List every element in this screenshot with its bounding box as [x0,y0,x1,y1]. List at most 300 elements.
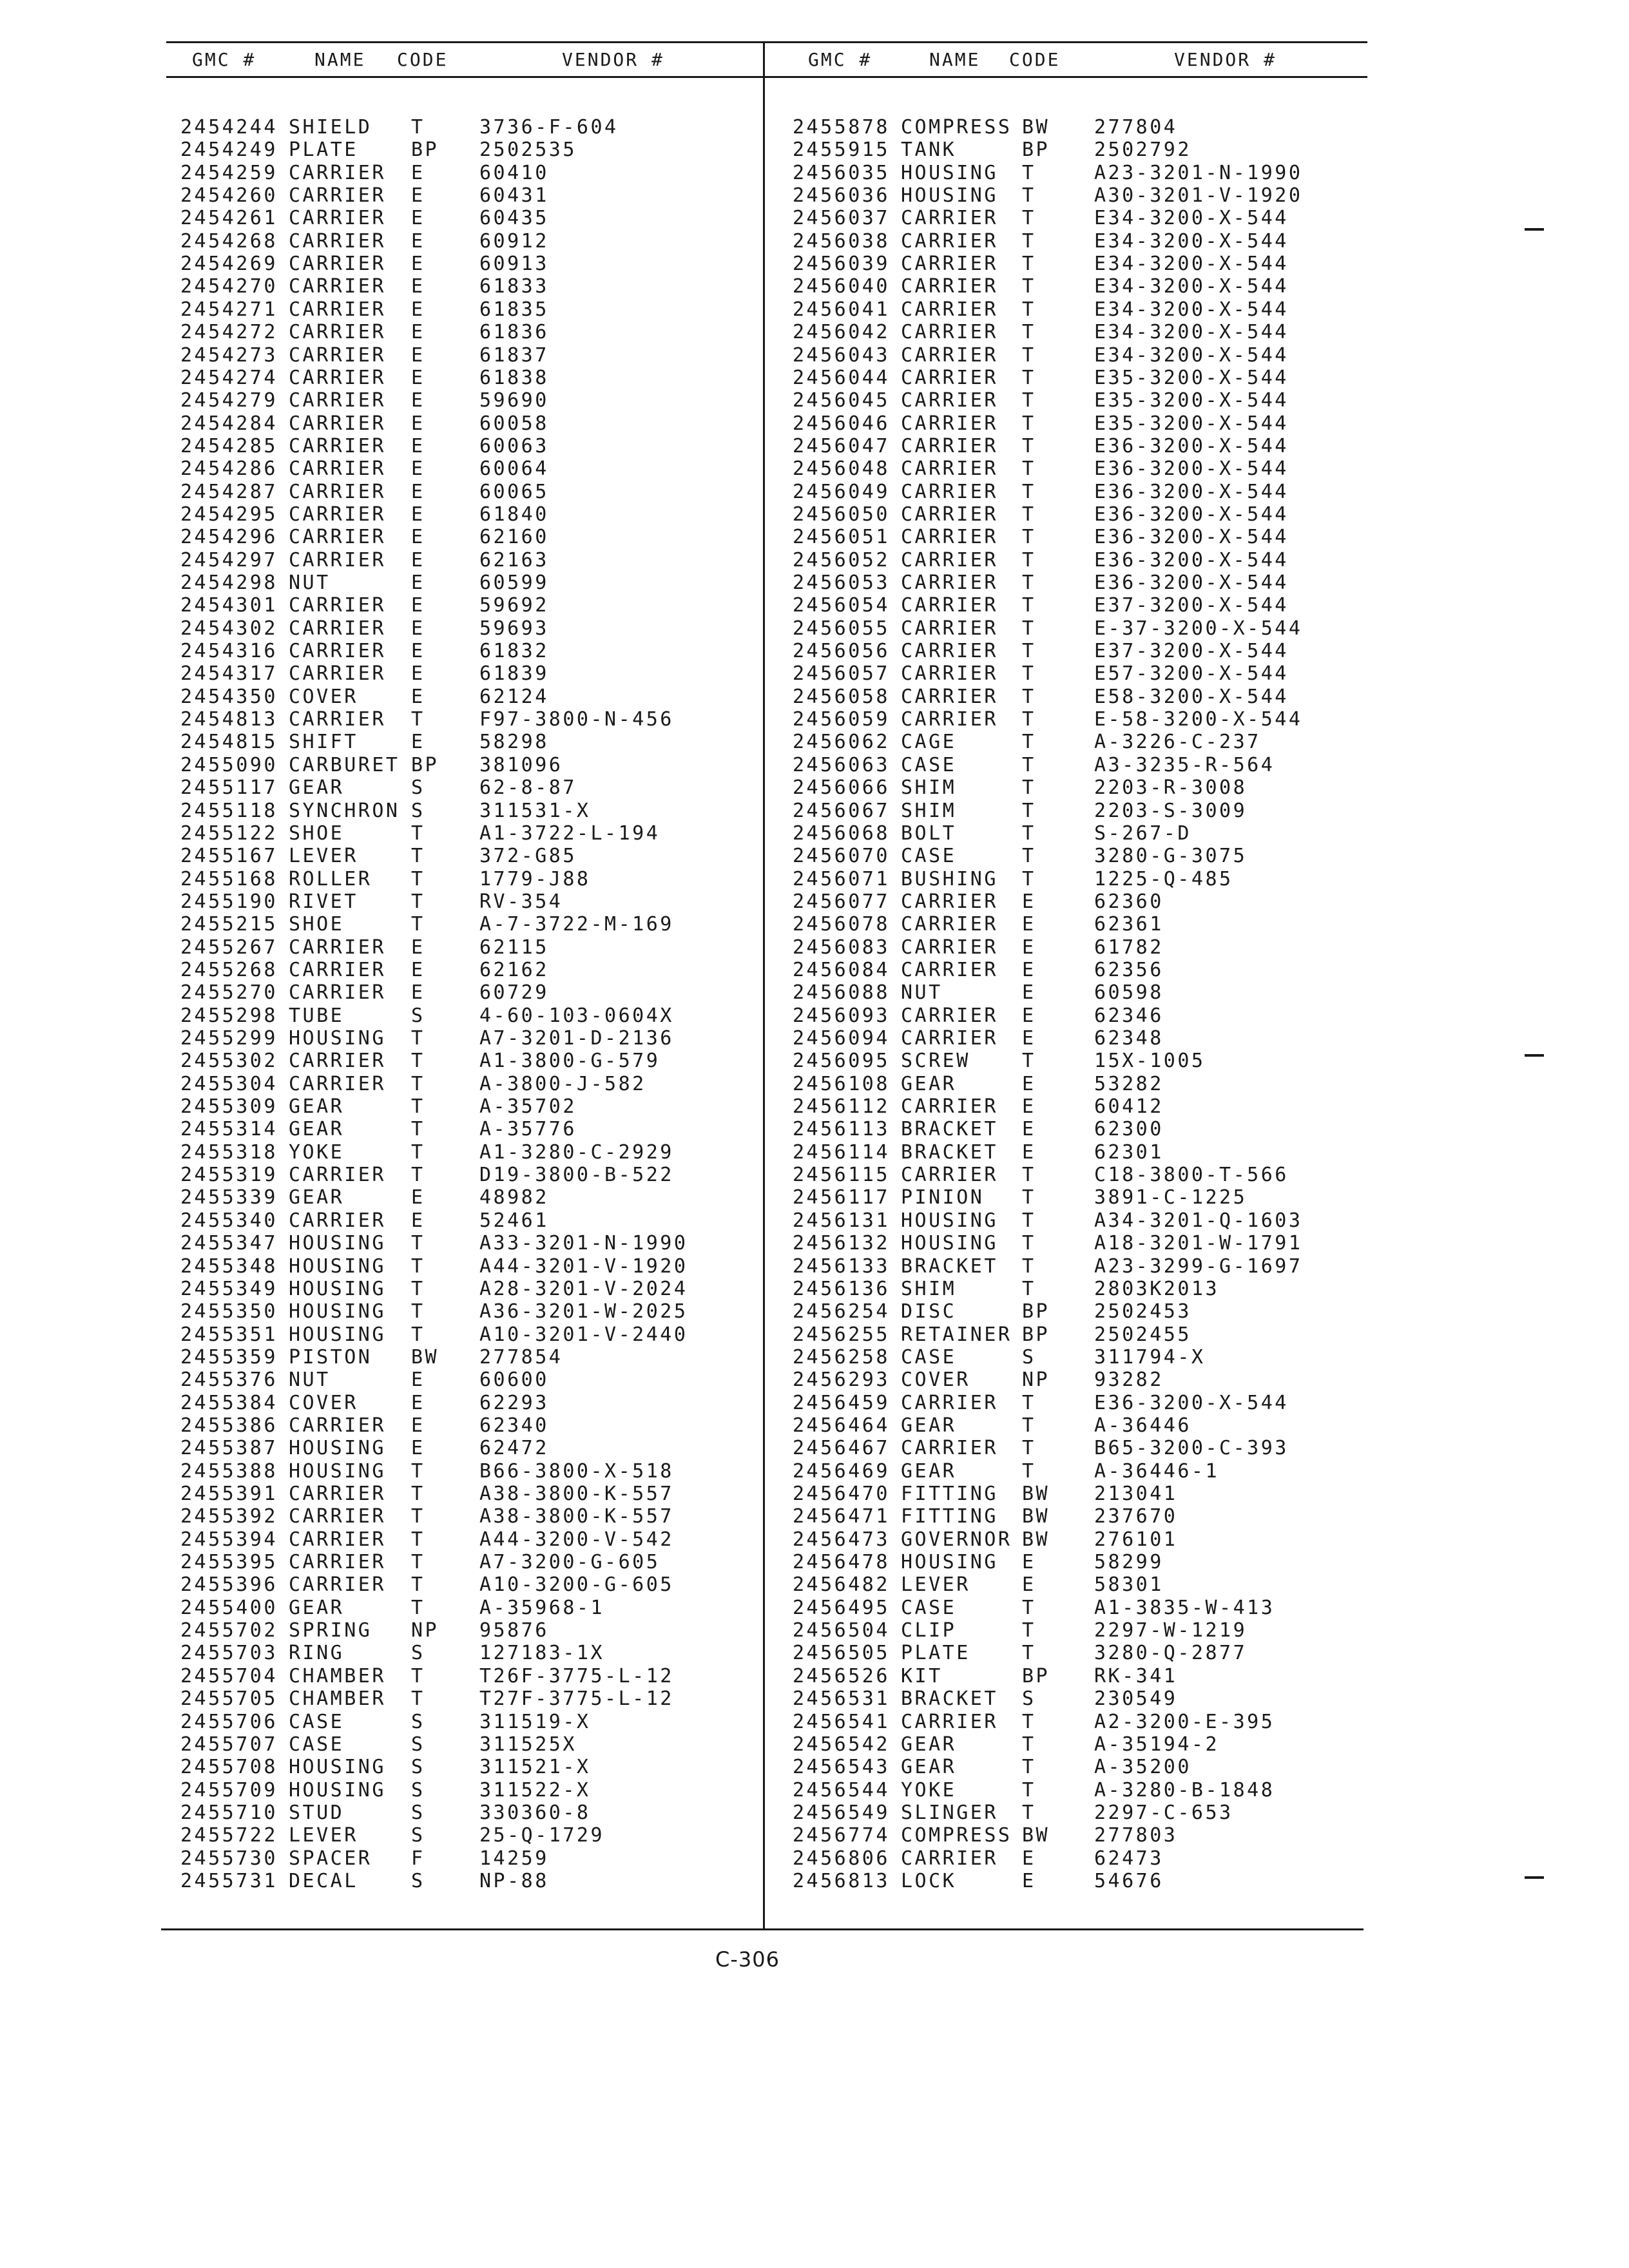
vendor-number: 62473 [1094,1847,1164,1870]
vendor-number: A-35194-2 [1094,1733,1220,1756]
part-code: E [411,1414,425,1437]
part-name: CARRIER [289,298,386,321]
part-code: T [411,1072,425,1095]
part-name: BRACKET [901,1687,998,1711]
part-row [180,1392,799,1414]
part-name: CARRIER [901,594,998,617]
part-row [793,1711,1411,1733]
part-row [793,936,1411,959]
part-code: BP [1022,1664,1050,1687]
vendor-number: 61839 [479,662,549,686]
vendor-number: A44-3201-V-1920 [479,1254,688,1278]
part-row [180,1186,799,1209]
part-name: NUT [289,572,331,594]
gmc-number: 2455708 [180,1756,278,1779]
part-row [180,230,799,253]
vendor-number: 62356 [1094,958,1164,981]
vendor-number: F97-3800-N-456 [479,708,674,731]
vendor-number: 1225-Q-485 [1094,867,1233,890]
vendor-number: E-37-3200-X-544 [1094,617,1303,640]
gmc-number: 2454297 [180,548,278,572]
part-code: E [1022,1004,1036,1027]
margin-tick-mark [1525,1876,1544,1879]
part-code: E [411,503,425,526]
vendor-number: 60058 [479,412,549,435]
part-row [180,1597,799,1619]
part-name: CARRIER [289,161,386,184]
part-row [180,1004,799,1027]
gmc-number: 2455376 [180,1369,278,1392]
part-name: CARRIER [901,298,998,321]
part-row [180,1346,799,1369]
top-rule [166,41,1367,43]
part-name: CARRIER [289,1528,386,1551]
gmc-number: 2454274 [180,366,278,389]
vendor-number: 3891-C-1225 [1094,1186,1248,1209]
part-row [793,981,1411,1004]
gmc-number: 2456469 [793,1459,890,1483]
gmc-number: 2456544 [793,1778,890,1802]
part-code: E [411,1391,425,1414]
gmc-number: 2455309 [180,1095,278,1119]
page-number: C-306 [715,1947,780,1972]
part-code: T [1022,366,1036,389]
gmc-number: 2456531 [793,1687,890,1711]
part-name: NUT [289,1369,331,1392]
vendor-number: C18-3800-T-566 [1094,1164,1289,1187]
part-name: HOUSING [289,1459,386,1483]
gmc-number: 2454272 [180,321,278,344]
part-name: CARRIER [289,594,386,617]
part-code: BP [1022,1300,1050,1323]
part-code: E [411,412,425,435]
part-name: NUT [901,981,943,1004]
vendor-number: 60431 [479,184,549,207]
part-row [180,936,799,959]
part-row [180,1619,799,1642]
part-row [793,686,1411,708]
vendor-number: A44-3200-V-542 [479,1528,674,1551]
gmc-number: 2456050 [793,503,890,526]
part-code: T [411,822,425,845]
vendor-number: A10-3201-V-2440 [479,1323,688,1346]
part-row [793,1095,1411,1118]
vendor-number: 59690 [479,389,549,412]
vendor-number: A-36446-1 [1094,1459,1220,1483]
gmc-number: 2456084 [793,958,890,981]
part-code: T [411,1254,425,1278]
part-code: T [411,1459,425,1483]
vendor-number: 61833 [479,275,549,298]
vendor-number: A33-3201-N-1990 [479,1232,688,1255]
part-row [180,275,799,298]
part-name: CARRIER [289,503,386,526]
part-name: GOVERNOR [901,1528,1012,1551]
header-vendor: VENDOR # [562,49,664,70]
gmc-number: 2456471 [793,1505,890,1528]
gmc-number: 2456063 [793,753,890,776]
part-code: E [1022,1847,1036,1870]
part-row [793,549,1411,572]
vendor-number: A7-3201-D-2136 [479,1027,674,1050]
part-code: T [1022,1459,1036,1483]
part-name: YOKE [289,1140,345,1164]
part-row [793,640,1411,662]
part-code: E [411,457,425,481]
part-code: E [1022,1573,1036,1597]
gmc-number: 2456258 [793,1345,890,1369]
gmc-number: 2454244 [180,116,278,139]
part-row [793,594,1411,617]
part-row [180,1824,799,1847]
part-name: TUBE [289,1004,345,1027]
part-name: CARRIER [289,981,386,1004]
gmc-number: 2455915 [793,139,890,162]
gmc-number: 2454249 [180,139,278,162]
vendor-number: E35-3200-X-544 [1094,389,1289,412]
gmc-number: 2455391 [180,1483,278,1505]
gmc-number: 2456094 [793,1027,890,1050]
part-name: CARRIER [289,708,386,731]
gmc-number: 2455395 [180,1551,278,1574]
part-code: T [1022,434,1036,457]
gmc-number: 2456131 [793,1209,890,1232]
gmc-number: 2456470 [793,1483,890,1505]
part-name: PISTON [289,1345,372,1369]
part-name: CARRIER [901,229,998,253]
gmc-number: 2454273 [180,343,278,367]
part-name: CARRIER [289,1573,386,1597]
vendor-number: 61832 [479,640,549,663]
part-row [180,776,799,799]
part-code: T [1022,1733,1036,1756]
vendor-number: 62160 [479,526,549,549]
part-code: E [411,253,425,276]
part-code: T [411,1664,425,1687]
part-name: HOUSING [901,1551,998,1574]
gmc-number: 2456048 [793,457,890,481]
part-code: E [1022,981,1036,1004]
part-code: E [411,572,425,594]
part-name: LEVER [901,1573,970,1597]
part-row [180,1847,799,1870]
part-name: CHAMBER [289,1687,386,1711]
vendor-number: E34-3200-X-544 [1094,253,1289,276]
part-code: E [411,366,425,389]
part-row [793,1642,1411,1664]
part-code: E [411,526,425,549]
part-name: CARRIER [901,321,998,344]
part-name: CARRIER [289,1505,386,1528]
vendor-number: 14259 [479,1847,549,1870]
gmc-number: 2456036 [793,184,890,207]
gmc-number: 2456459 [793,1391,890,1414]
vendor-number: 311522-X [479,1778,591,1802]
part-name: CARRIER [289,1072,386,1095]
gmc-number: 2456255 [793,1323,890,1346]
vendor-number: 61836 [479,321,549,344]
part-name: CARRIER [901,480,998,503]
part-code: T [1022,184,1036,207]
part-code: E [1022,1072,1036,1095]
part-row [180,913,799,936]
part-row [180,162,799,184]
gmc-number: 2454268 [180,229,278,253]
part-code: E [411,343,425,367]
part-code: E [411,685,425,708]
part-row [180,344,799,367]
header-name: NAME [314,49,366,70]
gmc-number: 2454302 [180,617,278,640]
part-code: T [1022,1186,1036,1209]
part-row [180,1209,799,1232]
part-row [793,321,1411,343]
gmc-number: 2456543 [793,1756,890,1779]
part-name: CARRIER [289,617,386,640]
part-row [793,139,1411,161]
gmc-number: 2455267 [180,936,278,959]
part-row [793,1141,1411,1164]
gmc-number: 2455709 [180,1778,278,1802]
part-row [793,708,1411,731]
part-code: E [1022,1551,1036,1574]
gmc-number: 2455730 [180,1847,278,1870]
part-name: CARRIER [901,503,998,526]
part-row [793,503,1411,526]
part-row [180,139,799,161]
vendor-number: 311519-X [479,1710,591,1733]
part-code: F [411,1847,425,1870]
part-name: DECAL [289,1869,358,1892]
vendor-number: 58301 [1094,1573,1164,1597]
part-name: CARRIER [289,1483,386,1505]
part-code: BW [1022,1824,1050,1847]
header-gmc: GMC # [808,49,872,70]
part-code: T [1022,1277,1036,1300]
part-row [793,412,1411,435]
part-row [793,1573,1411,1596]
part-name: CARRIER [901,936,998,959]
part-row [793,481,1411,503]
part-code: E [411,640,425,663]
part-row [180,640,799,662]
vendor-number: 2502453 [1094,1300,1191,1323]
gmc-number: 2454295 [180,503,278,526]
part-name: RIVET [289,890,358,913]
part-code: T [411,1551,425,1574]
part-row [180,1300,799,1323]
part-code: T [1022,1391,1036,1414]
gmc-number: 2455710 [180,1801,278,1824]
vendor-number: 93282 [1094,1369,1164,1392]
part-code: E [411,480,425,503]
part-code: E [411,1369,425,1392]
vendor-number: 60063 [479,434,549,457]
gmc-number: 2456495 [793,1596,890,1619]
part-name: CARRIER [901,640,998,663]
part-row [793,275,1411,298]
part-code: T [1022,776,1036,800]
vendor-number: 62361 [1094,913,1164,936]
gmc-number: 2456482 [793,1573,890,1597]
gmc-number: 2456062 [793,731,890,754]
part-row [180,845,799,867]
vendor-number: E-58-3200-X-544 [1094,708,1303,731]
gmc-number: 2455117 [180,776,278,800]
gmc-number: 2455400 [180,1596,278,1619]
part-row [793,1232,1411,1254]
part-code: S [411,1733,425,1756]
part-code: T [1022,343,1036,367]
part-code: T [1022,753,1036,776]
vendor-number: 62-8-87 [479,776,577,800]
vendor-number: 15X-1005 [1094,1050,1206,1073]
part-name: CARRIER [901,343,998,367]
part-name: HOUSING [289,1027,386,1050]
part-row [180,617,799,640]
vendor-number: 330360-8 [479,1801,591,1824]
vendor-number: E34-3200-X-544 [1094,207,1289,230]
gmc-number: 2456077 [793,890,890,913]
part-name: COVER [901,1369,970,1392]
part-code: T [411,1483,425,1505]
margin-tick-mark [1525,1054,1544,1057]
part-name: CARRIER [289,184,386,207]
part-name: CARRIER [901,457,998,481]
right-header [808,49,1362,75]
vendor-number: 2297-C-653 [1094,1801,1233,1824]
part-code: T [411,1505,425,1528]
gmc-number: 2454815 [180,731,278,754]
part-row [180,1665,799,1687]
part-code: E [411,389,425,412]
part-name: SHIM [901,1277,957,1300]
part-row [180,800,799,822]
part-name: CARRIER [901,1391,998,1414]
gmc-number: 2455722 [180,1824,278,1847]
gmc-number: 2454270 [180,275,278,298]
part-code: T [1022,1437,1036,1460]
vendor-number: RV-354 [479,890,563,913]
vendor-number: E34-3200-X-544 [1094,321,1289,344]
part-name: BRACKET [901,1140,998,1164]
vendor-number: 3280-Q-2877 [1094,1642,1248,1665]
part-name: CARRIER [289,548,386,572]
gmc-number: 2455340 [180,1209,278,1232]
part-row [180,412,799,435]
part-code: E [1022,1095,1036,1119]
vendor-number: 277804 [1094,116,1178,139]
part-name: CARRIER [289,389,386,412]
part-row [793,184,1411,207]
part-code: T [1022,1164,1036,1187]
part-code: T [1022,1596,1036,1619]
vendor-number: A1-3835-W-413 [1094,1596,1275,1619]
part-code: T [411,1687,425,1711]
part-row [180,549,799,572]
vendor-number: 25-Q-1729 [479,1824,605,1847]
part-row [793,1323,1411,1346]
part-name: GEAR [289,1118,345,1141]
vendor-number: S-267-D [1094,822,1191,845]
gmc-number: 2456093 [793,1004,890,1027]
part-code: T [411,890,425,913]
part-code: T [411,1528,425,1551]
gmc-number: 2455302 [180,1050,278,1073]
part-code: T [411,845,425,868]
part-code: T [1022,799,1036,822]
part-row [793,1255,1411,1278]
part-row [793,1687,1411,1710]
part-code: S [411,776,425,800]
gmc-number: 2456115 [793,1164,890,1187]
part-code: E [411,936,425,959]
part-row [180,1460,799,1483]
vendor-number: 62348 [1094,1027,1164,1050]
part-row [180,1164,799,1186]
part-code: T [411,1573,425,1597]
part-name: GEAR [289,776,345,800]
vendor-number: A7-3200-G-605 [479,1551,660,1574]
vendor-number: 61838 [479,366,549,389]
part-row [793,913,1411,936]
gmc-number: 2455386 [180,1414,278,1437]
gmc-number: 2455349 [180,1277,278,1300]
part-row [793,1779,1411,1802]
gmc-number: 2455299 [180,1027,278,1050]
part-row [793,1619,1411,1642]
part-name: RING [289,1642,345,1665]
vendor-number: 54676 [1094,1869,1164,1892]
part-row [180,1437,799,1459]
part-row [793,868,1411,890]
gmc-number: 2456041 [793,298,890,321]
vendor-number: 60600 [479,1369,549,1392]
part-code: T [1022,822,1036,845]
part-name: CARRIER [901,275,998,298]
vendor-number: A10-3200-G-605 [479,1573,674,1597]
part-code: E [411,229,425,253]
part-name: COMPRESS [901,1824,1012,1847]
part-name: HOUSING [901,184,998,207]
part-row [180,572,799,594]
vendor-number: 61782 [1094,936,1164,959]
gmc-number: 2455122 [180,822,278,845]
part-row [793,845,1411,867]
part-name: BOLT [901,822,957,845]
part-code: T [1022,161,1036,184]
part-code: NP [411,1619,439,1642]
left-header [192,49,746,75]
gmc-number: 2455394 [180,1528,278,1551]
part-row [180,367,799,389]
part-name: SHIELD [289,116,372,139]
vendor-number: 60410 [479,161,549,184]
vendor-number: E34-3200-X-544 [1094,298,1289,321]
part-row [793,1118,1411,1140]
gmc-number: 2454301 [180,594,278,617]
gmc-number: 2455268 [180,958,278,981]
gmc-number: 2456059 [793,708,890,731]
gmc-number: 2456806 [793,1847,890,1870]
part-row [793,344,1411,367]
part-name: CARRIER [289,1414,386,1437]
vendor-number: 60912 [479,229,549,253]
vendor-number: E35-3200-X-544 [1094,412,1289,435]
part-code: E [1022,936,1036,959]
gmc-number: 2456505 [793,1642,890,1665]
gmc-number: 2455387 [180,1437,278,1460]
